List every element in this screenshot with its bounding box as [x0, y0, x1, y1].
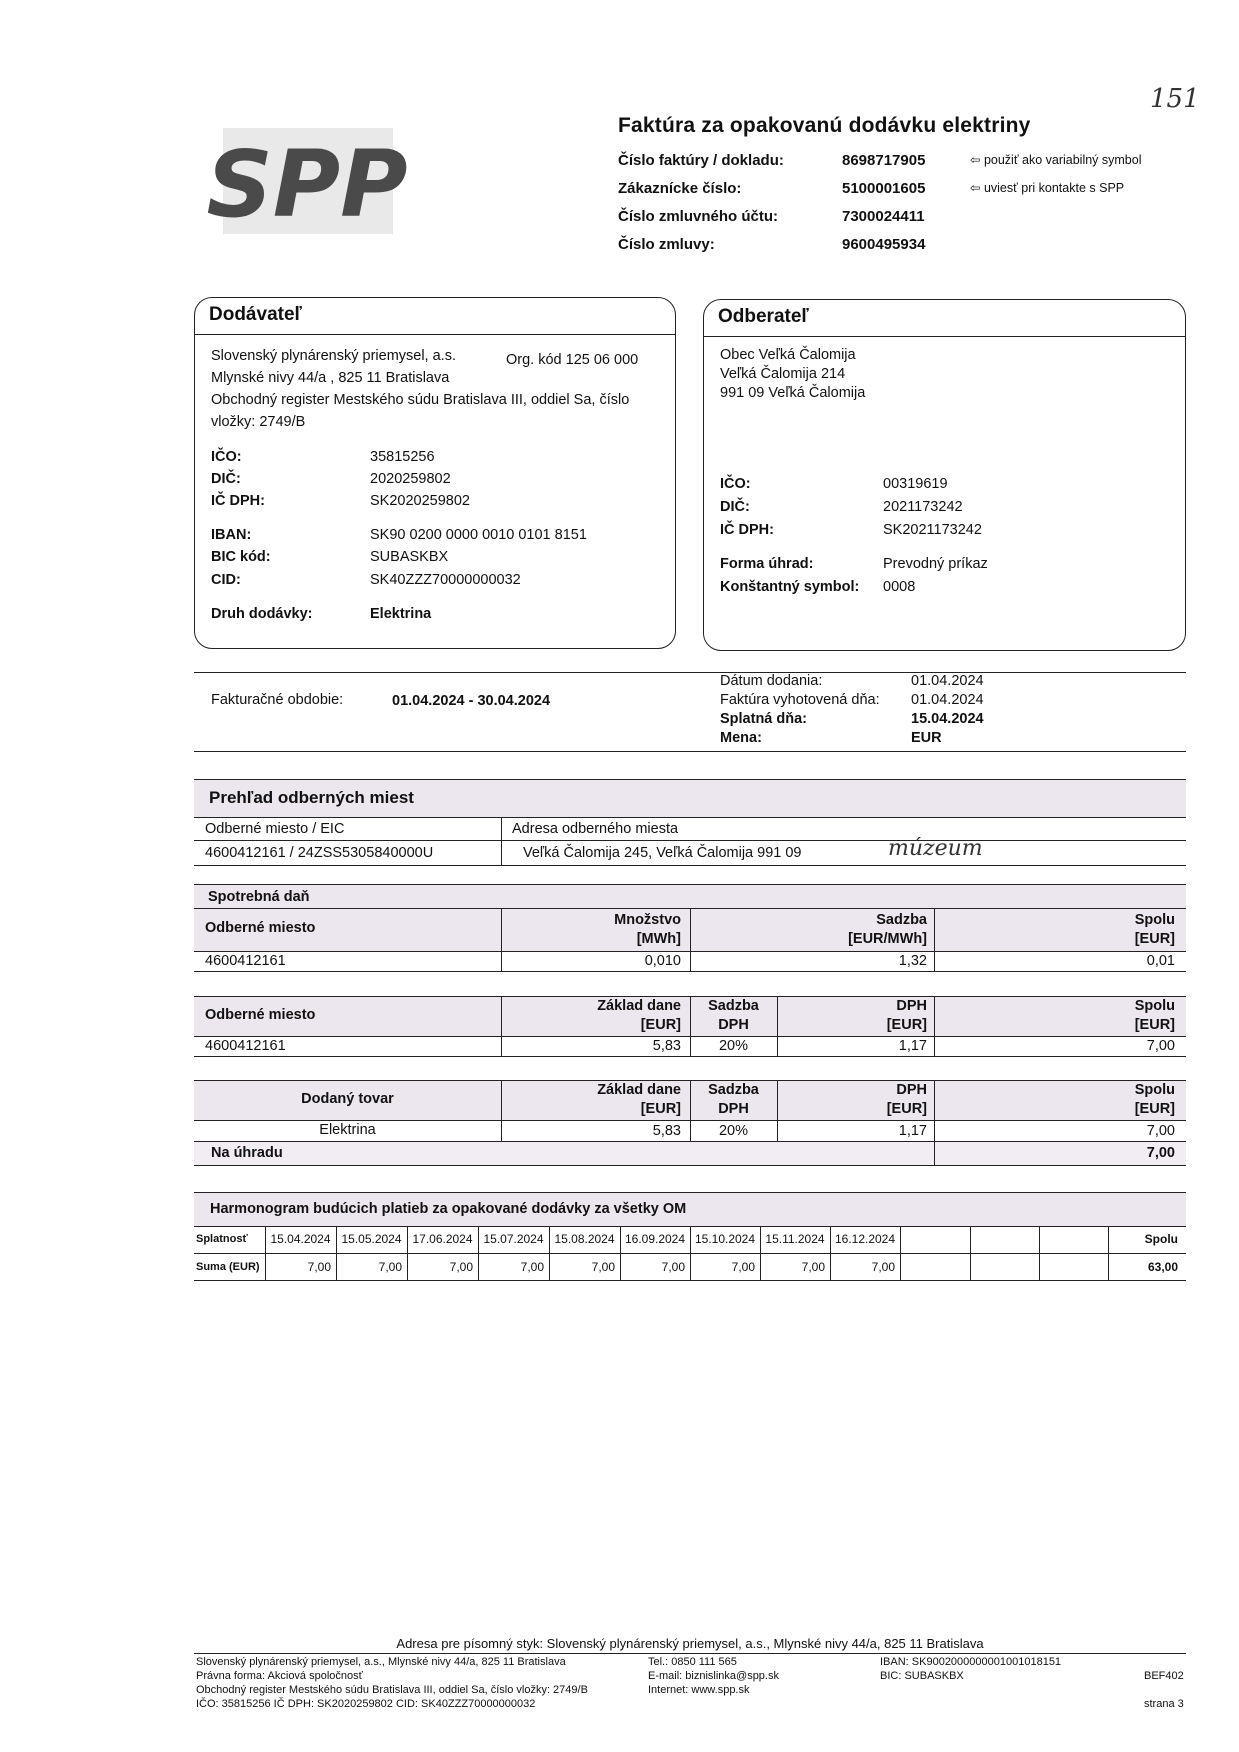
overview-col-divider: [501, 817, 502, 865]
goods-row-vat: 1,17: [898, 1123, 927, 1139]
footer-form-code: BEF402: [1144, 1670, 1184, 1682]
footer-rule: [194, 1653, 1186, 1654]
customer-dic-value: 2021173242: [883, 499, 963, 515]
schedule-div-10: [970, 1226, 971, 1280]
schedule-title: Harmonogram budúcich platieb za opakované dodávky za všetky OM: [210, 1201, 687, 1217]
spp-logo-mark: [206, 128, 408, 238]
header-label: Číslo zmluvy:: [618, 236, 715, 253]
header-value: 5100001605: [842, 180, 926, 197]
vat-col-total-2: [EUR]: [1134, 1017, 1175, 1033]
schedule-date-9: 16.12.2024: [834, 1232, 896, 1246]
goods-col-total-1: Spolu: [1134, 1082, 1175, 1098]
vat-col-rate-1: Sadzba: [708, 998, 759, 1014]
vat-col-place: Odberné miesto: [205, 1007, 316, 1023]
customer-icdph-label: IČ DPH:: [720, 522, 774, 538]
header-value: 7300024411: [842, 208, 925, 225]
goods-row-base: 5,83: [652, 1123, 681, 1139]
vat-rule-2: [194, 1056, 1186, 1057]
vat-row-total: 7,00: [1146, 1038, 1175, 1054]
customer-title: Odberateľ: [718, 306, 809, 327]
invoice-title: Faktúra za opakovanú dodávku elektriny: [618, 114, 1031, 137]
excise-col-place: Odberné miesto: [205, 920, 316, 936]
footer-iban: IBAN: SK9002000000001001018151: [880, 1656, 1062, 1668]
excise-row-qty: 0,010: [644, 953, 681, 969]
schedule-div-11: [1039, 1226, 1040, 1280]
supplier-bic-value: SUBASKBX: [370, 549, 449, 565]
excise-col-total-2: [EUR]: [1134, 931, 1175, 947]
schedule-date-3: 17.06.2024: [412, 1232, 473, 1246]
excise-title: Spotrebná daň: [208, 889, 310, 905]
excise-col-rate-2: [EUR/MWh]: [848, 931, 927, 947]
customer-ico-label: IČO:: [720, 476, 751, 492]
customer-dic-label: DIČ:: [720, 499, 750, 515]
goods-col-rate-1: Sadzba: [708, 1082, 759, 1098]
supplier-delivery-type-value: Elektrina: [370, 606, 432, 622]
schedule-amount-label: Suma (EUR): [196, 1261, 260, 1273]
vat-col-total-1: Spolu: [1134, 998, 1175, 1014]
overview-col-eic: Odberné miesto / EIC: [205, 821, 345, 837]
period-top-rule: [194, 672, 1186, 673]
schedule-div-9: [900, 1226, 901, 1280]
vat-col-base-1: Základ dane: [597, 998, 681, 1014]
schedule-amount-5: 7,00: [591, 1260, 615, 1274]
goods-row-rate: 20%: [718, 1123, 749, 1139]
header-row-customer-number: [618, 180, 1178, 204]
supplier-bic-label: BIC kód:: [211, 549, 271, 565]
schedule-amount-6: 7,00: [661, 1260, 685, 1274]
footer-address: Adresa pre písomný styk: Slovenský plynárenský priemysel, a.s., Mlynské nivy 44/a, 825 11 Bratislava: [396, 1636, 984, 1651]
footer-email: E-mail: biznislinka@spp.sk: [648, 1670, 779, 1682]
header-note: ⇦ použiť ako variabilný symbol: [970, 153, 1142, 167]
supplier-dic-value: 2020259802: [370, 471, 451, 487]
customer-payment-form-value: Prevodný príkaz: [883, 556, 988, 572]
footer-ids: IČO: 35815256 IČ DPH: SK2020259802 CID: SK40ZZZ70000000032: [196, 1698, 536, 1710]
footer-register: Obchodný register Mestského súdu Bratislava III, oddiel Sa, číslo vložky: 2749/B: [196, 1684, 588, 1696]
overview-col-address: Adresa odberného miesta: [512, 821, 679, 837]
header-label: Číslo zmluvného účtu:: [618, 208, 779, 225]
goods-col-total-2: [EUR]: [1134, 1101, 1175, 1117]
header-value: 8698717905: [842, 152, 926, 169]
overview-rule-1: [194, 817, 1186, 818]
schedule-date-4: 15.07.2024: [483, 1232, 544, 1246]
customer-constant-symbol-label: Konštantný symbol:: [720, 579, 860, 595]
supplier-ico-value: 35815256: [370, 449, 435, 465]
header-label: Zákaznícke číslo:: [618, 180, 742, 197]
supplier-org-code: Org. kód 125 06 000: [506, 352, 639, 368]
schedule-due-label: Splatnosť: [196, 1233, 248, 1245]
supplier-address: Mlynské nivy 44/a , 825 11 Bratislava: [211, 370, 450, 386]
goods-rule-2: [194, 1141, 1186, 1142]
customer-ico-value: 00319619: [883, 476, 948, 492]
vat-col-vat-2: [EUR]: [886, 1017, 927, 1033]
supplier-dic-label: DIČ:: [211, 471, 241, 487]
customer-constant-symbol-value: 0008: [883, 579, 916, 595]
overview-top-rule: [194, 779, 1186, 780]
logo-text: SPP: [206, 131, 408, 238]
excise-row-rate: 1,32: [898, 953, 927, 969]
schedule-amount-3: 7,00: [449, 1260, 473, 1274]
schedule-date-7: 15.10.2024: [694, 1232, 756, 1246]
overview-title: Prehľad odberných miest: [209, 788, 414, 807]
vat-col-base-2: [EUR]: [640, 1017, 681, 1033]
vat-row-base: 5,83: [652, 1038, 681, 1054]
supplier-title-rule: [195, 334, 675, 335]
goods-col-vat-2: [EUR]: [886, 1101, 927, 1117]
delivery-date-value: 01.04.2024: [911, 673, 984, 689]
overview-eic-value: 4600412161 / 24ZSS5305840000U: [205, 845, 434, 861]
footer-page-number: strana 3: [1144, 1698, 1184, 1710]
supplier-register-line2: vložky: 2749/B: [211, 414, 306, 430]
excise-col-qty-2: [MWh]: [636, 931, 681, 947]
goods-col-base-2: [EUR]: [640, 1101, 681, 1117]
period-label: Fakturačné obdobie:: [211, 692, 344, 708]
supplier-cid-label: CID:: [211, 572, 241, 588]
overview-address-value: Veľká Čalomija 245, Veľká Čalomija 991 09: [523, 845, 802, 861]
schedule-top-rule: [194, 1192, 1186, 1193]
header-note: ⇦ uviesť pri kontakte s SPP: [970, 181, 1125, 195]
goods-row-item: Elektrina: [319, 1122, 376, 1138]
handwritten-note: múzeum: [888, 836, 983, 861]
supplier-icdph-value: SK2020259802: [370, 493, 470, 509]
period-bottom-rule: [194, 751, 1186, 752]
vat-row-rate: 20%: [718, 1038, 749, 1054]
issue-date-value: 01.04.2024: [911, 692, 984, 708]
schedule-rule-3: [194, 1280, 1186, 1281]
goods-row-total: 7,00: [1146, 1123, 1175, 1139]
overview-rule-3: [194, 865, 1186, 866]
schedule-amount-1: 7,00: [307, 1260, 331, 1274]
issue-date-label: Faktúra vyhotovená dňa:: [720, 692, 880, 708]
goods-col-rate-2: DPH: [718, 1101, 749, 1117]
footer-legal-form: Právna forma: Akciová spoločnosť: [196, 1670, 363, 1682]
header-value: 9600495934: [842, 236, 926, 253]
handwritten-page-number: 151: [1150, 84, 1200, 114]
due-date-label: Splatná dňa:: [720, 711, 808, 727]
supplier-iban-label: IBAN:: [211, 527, 252, 543]
schedule-amount-2: 7,00: [378, 1260, 402, 1274]
schedule-amount-9: 7,00: [871, 1260, 895, 1274]
amount-due-label: Na úhradu: [211, 1145, 283, 1161]
delivery-date-label: Dátum dodania:: [720, 673, 823, 689]
header-row-contract-number: [618, 236, 1178, 260]
amount-due-value: 7,00: [1146, 1145, 1175, 1161]
schedule-amount-8: 7,00: [801, 1260, 825, 1274]
supplier-name: Slovenský plynárenský priemysel, a.s.: [211, 348, 456, 364]
schedule-date-5: 15.08.2024: [554, 1232, 615, 1246]
vat-col-vat-1: DPH: [896, 998, 927, 1014]
goods-col-item: Dodaný tovar: [301, 1091, 394, 1107]
goods-col-base-1: Základ dane: [597, 1082, 681, 1098]
excise-col-qty-1: Množstvo: [614, 912, 681, 928]
schedule-date-6: 16.09.2024: [624, 1232, 686, 1246]
supplier-iban-value: SK90 0200 0000 0010 0101 8151: [370, 527, 587, 543]
excise-col-total-1: Spolu: [1134, 912, 1175, 928]
schedule-date-8: 15.11.2024: [765, 1232, 825, 1246]
due-date-value: 15.04.2024: [911, 711, 984, 727]
excise-row-place: 4600412161: [205, 953, 286, 969]
goods-rule-3: [194, 1165, 1186, 1166]
schedule-total-label: Spolu: [1144, 1232, 1178, 1246]
currency-label: Mena:: [720, 730, 762, 746]
currency-value: EUR: [911, 730, 942, 746]
schedule-amount-4: 7,00: [520, 1260, 544, 1274]
overview-rule-2: [194, 840, 1186, 841]
footer-bic: BIC: SUBASKBX: [880, 1670, 964, 1682]
footer-company: Slovenský plynárenský priemysel, a.s., Mlynské nivy 44/a, 825 11 Bratislava: [196, 1656, 566, 1668]
excise-rule-3: [194, 971, 1186, 972]
customer-icdph-value: SK2021173242: [883, 522, 982, 538]
supplier-ico-label: IČO:: [211, 449, 242, 465]
goods-col-vat-1: DPH: [896, 1082, 927, 1098]
spp-logo: [206, 128, 408, 238]
excise-top-rule: [194, 884, 1186, 885]
vat-row-vat: 1,17: [898, 1038, 927, 1054]
vat-col-rate-2: DPH: [718, 1017, 749, 1033]
footer-web: Internet: www.spp.sk: [648, 1684, 750, 1696]
schedule-amount-7: 7,00: [731, 1260, 755, 1274]
vat-row-place: 4600412161: [205, 1038, 286, 1054]
schedule-total-value: 63,00: [1147, 1260, 1178, 1274]
header-row-invoice-number: [618, 152, 1178, 176]
period-value: 01.04.2024 - 30.04.2024: [392, 693, 551, 709]
customer-payment-form-label: Forma úhrad:: [720, 556, 814, 572]
supplier-title: Dodávateľ: [209, 304, 302, 325]
supplier-cid-value: SK40ZZZ70000000032: [370, 572, 521, 588]
supplier-delivery-type-label: Druh dodávky:: [211, 606, 313, 622]
schedule-date-2: 15.05.2024: [341, 1232, 402, 1246]
supplier-register-line1: Obchodný register Mestského súdu Bratislava III, oddiel Sa, číslo: [211, 392, 630, 408]
excise-col-rate-1: Sadzba: [876, 912, 927, 928]
header-label: Číslo faktúry / dokladu:: [618, 152, 784, 169]
schedule-date-1: 15.04.2024: [270, 1232, 331, 1246]
footer-phone: Tel.: 0850 111 565: [648, 1656, 737, 1668]
supplier-icdph-label: IČ DPH:: [211, 493, 265, 509]
customer-city: 991 09 Veľká Čalomija: [720, 385, 866, 401]
header-row-contract-account: [618, 208, 1178, 232]
excise-row-total: 0,01: [1146, 953, 1175, 969]
customer-title-rule: [704, 336, 1185, 337]
customer-street: Veľká Čalomija 214: [720, 366, 846, 382]
customer-name: Obec Veľká Čalomija: [720, 347, 856, 363]
